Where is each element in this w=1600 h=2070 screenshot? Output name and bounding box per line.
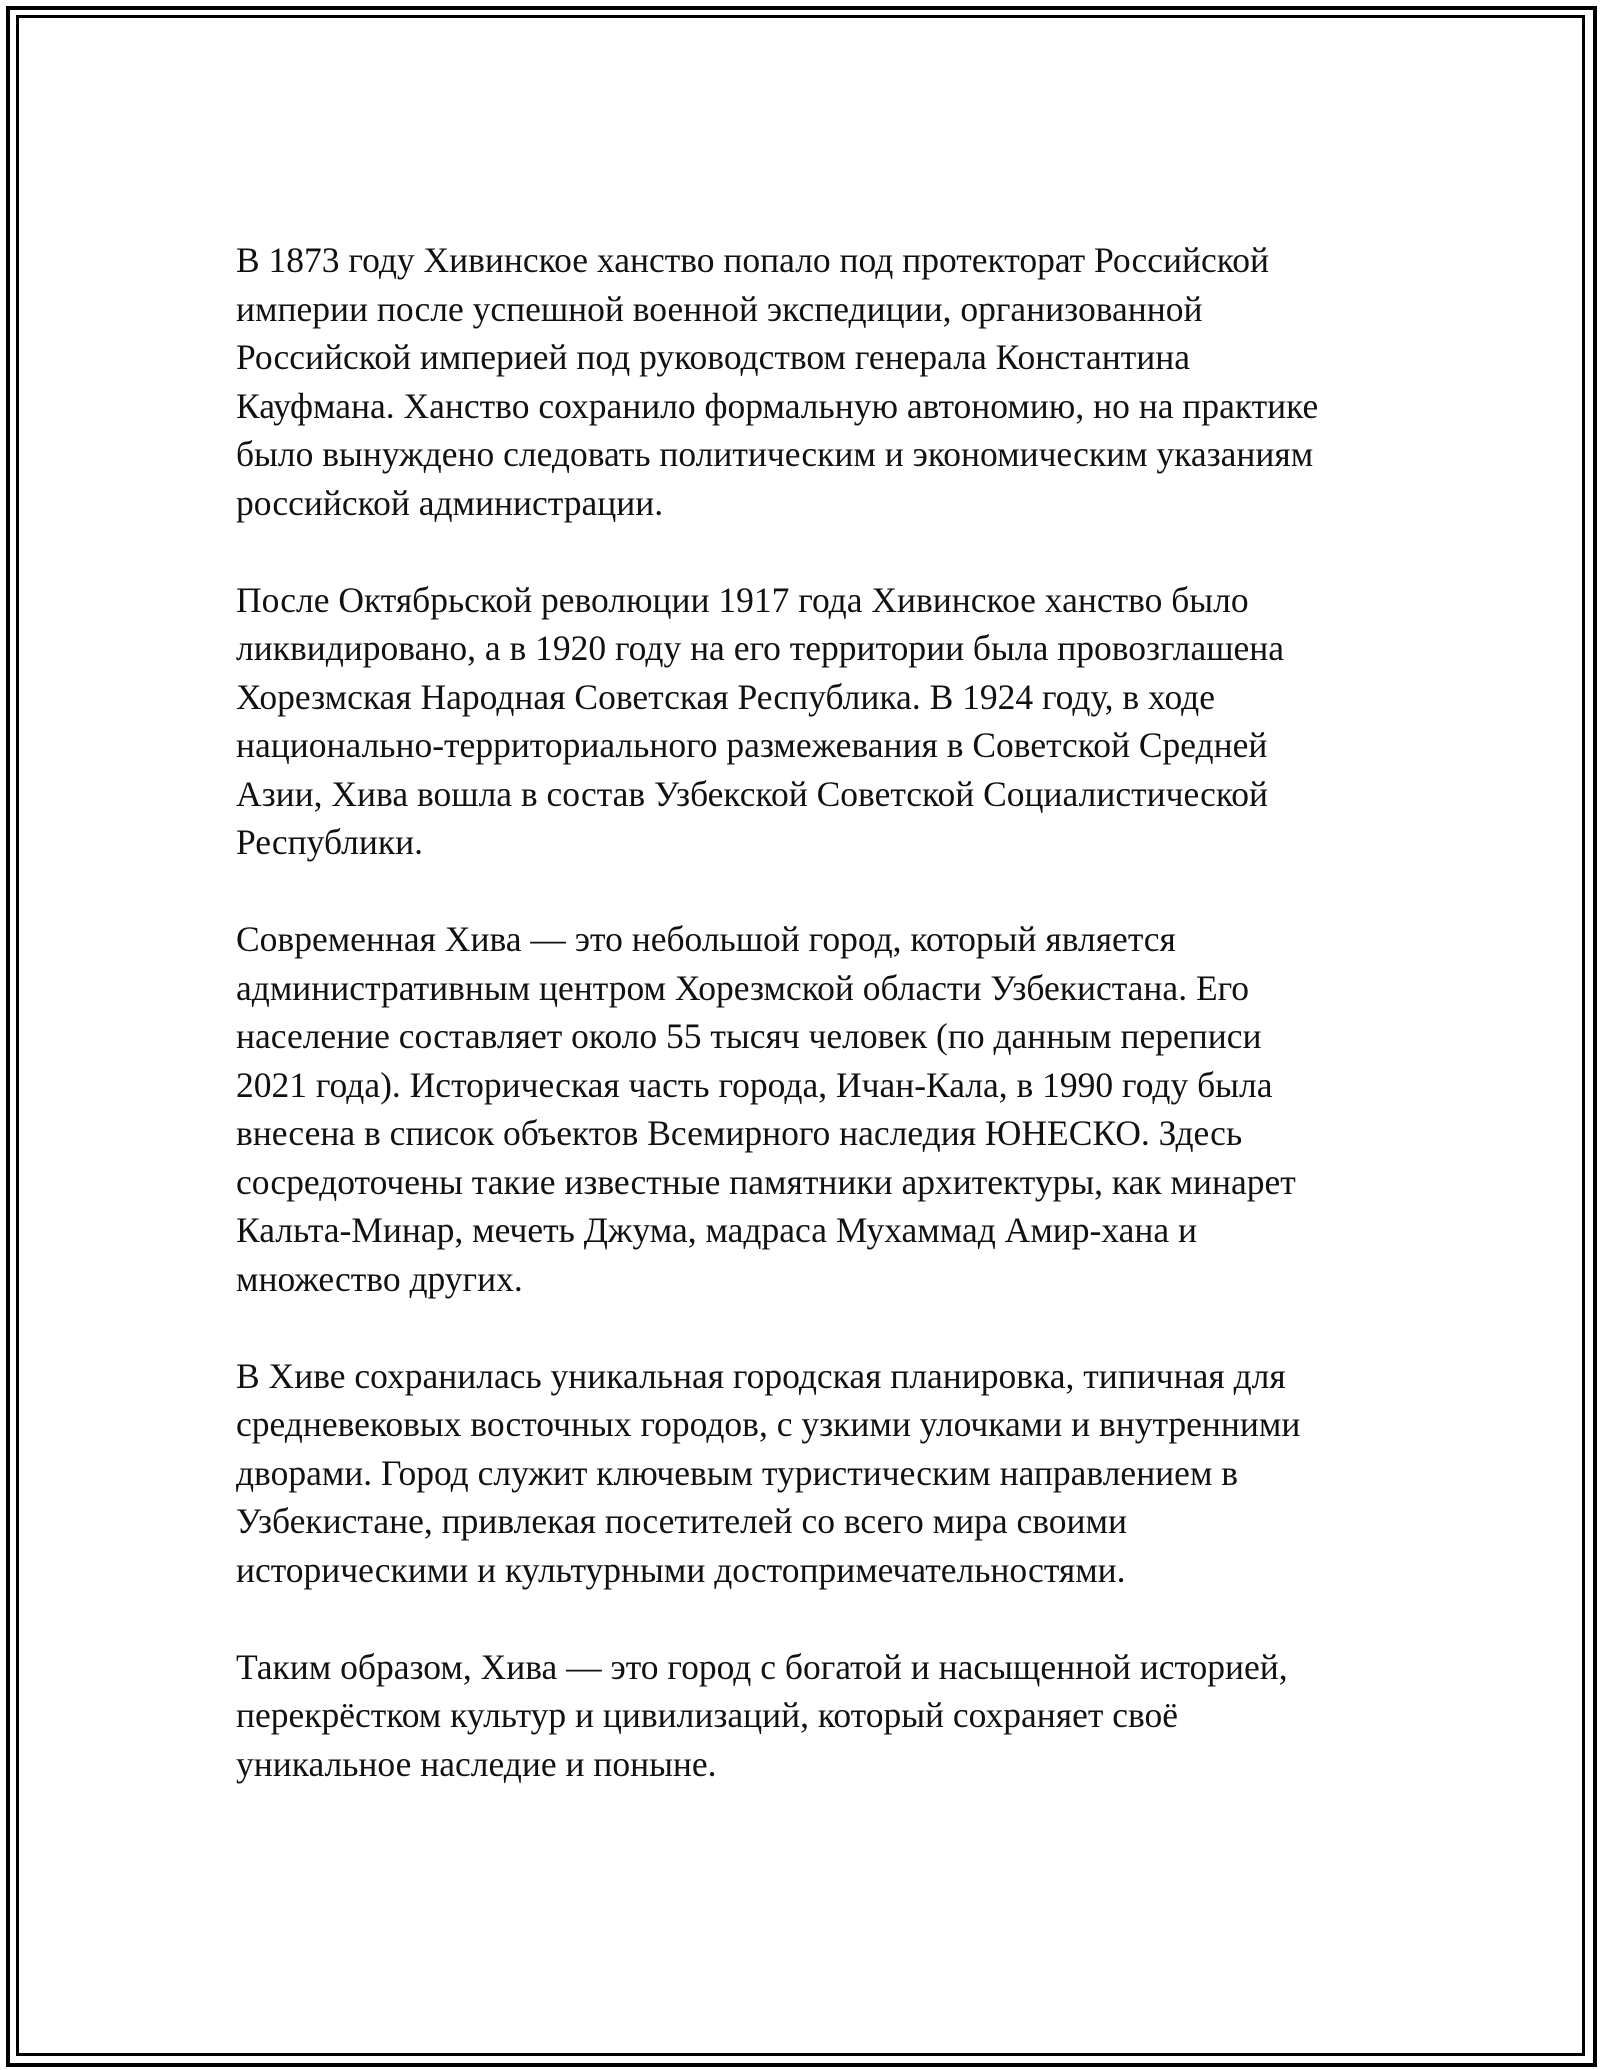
document-body xyxy=(236,236,1386,1837)
paragraph-3: Современная Хива — это небольшой город, который является административным центром Хорезмской области Узбекистана. Его население составляет около 55 тысяч человек (по данным переписи 2021 года). Историческая часть города, Ичан-Кала, в 1990 году была внесена в список объектов Всемирного наследия ЮНЕСКО. Здесь сосредоточены такие известные памятники архитектуры, как минарет Кальта-Минар, мечеть Джума, мадраса Мухаммад Амир-хана и множество других. xyxy=(236,919,1296,1299)
paragraph-5: Таким образом, Хива — это город с богатой и насыщенной историей, перекрёстком культур и цивилизаций, который сохраняет своё уникальное наследие и поныне. xyxy=(236,1646,1288,1784)
paragraph-1: В 1873 году Хивинское ханство попало под протекторат Российской империи после успешной военной экспедиции, организованной Российской империей под руководством генерала Константина Кауфмана. Ханство сохранило формальную автономию, но на практике было вынуждено следовать политическим и экономическим указаниям российской администрации. xyxy=(236,240,1319,523)
paragraph-2: После Октябрьской революции 1917 года Хивинское ханство было ликвидировано, а в 1920 году на его территории была провозглашена Хорезмская Народная Советская Республика. В 1924 году, в ходе национально-территориального размежевания в Советской Средней Азии, Хива вошла в состав Узбекской Советской Социалистической Республики. xyxy=(236,579,1285,862)
paragraph-4: В Хиве сохранилась уникальная городская планировка, типичная для средневековых восточных городов, с узкими улочками и внутренними дворами. Город служит ключевым туристическим направлением в Узбекистане, привлекая посетителей со всего мира своими историческими и культурными достопримечательностями. xyxy=(236,1355,1301,1590)
